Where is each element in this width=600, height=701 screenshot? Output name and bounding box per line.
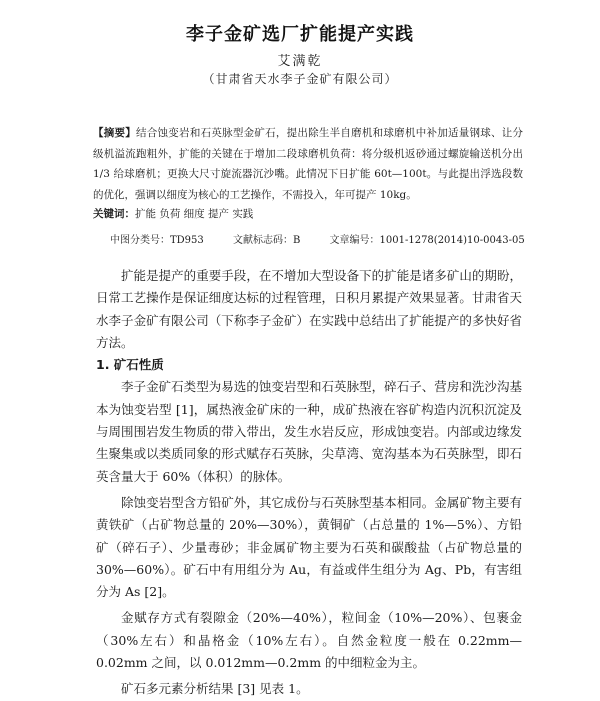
- intro-paragraph: 扩能是提产的重要手段，在不增加大型设备下的扩能是诸多矿山的期盼，日常工艺操作是保证细度达标的过程管理，日积月累提产效果显著。甘肃省天水李子金矿有限公司（下称李子金矿）在实践中总结出了扩能提产的多快好省方法。: [96, 268, 522, 350]
- keywords-label: 关键词：: [93, 208, 135, 220]
- abstract: [93, 123, 523, 205]
- author-name: 艾满乾: [277, 54, 323, 69]
- clc-number: 中图分类号：TD953: [110, 235, 204, 246]
- abstract-label: 【摘要】: [93, 127, 137, 139]
- keywords-text: 扩能 负荷 细度 提产 实践: [135, 208, 254, 220]
- paragraph-gold-occurrence: 金赋存方式有裂隙金（20%—40%），粒间金（10%—20%）、包裹金（30%左右）和晶格金（10%左右）。自然金粒度一般在 0.22mm—0.02mm 之间，以 0.012mm—0.2mm 的中细粒金为主。: [96, 610, 522, 671]
- affiliation: （甘肃省天水李子金矿有限公司）: [202, 72, 398, 86]
- article-number: 文章编号：1001-1278(2014)10-0043-05: [329, 235, 525, 246]
- section-heading: 1. 矿石性质: [96, 357, 164, 373]
- paragraph-minerals: 除蚀变岩型含方铅矿外，其它成份与石英脉型基本相同。金属矿物主要有黄铁矿（占矿物总量的 20%—30%），黄铜矿（占总量的 1%—5%）、方铅矿（碎石子）、少量毒砂；非金属矿物主要为石英和碳酸盐（占矿物总量的 30%—60%）。矿石中有用组分为 Au，有益或伴生组分为 Ag、Pb，有害组分为 As [2]。: [96, 494, 522, 600]
- paragraph-analysis: 矿石多元素分析结果 [3] 见表 1。: [121, 681, 309, 697]
- document-code: 文献标志码：B: [232, 235, 301, 246]
- paper-title: 李子金矿选厂扩能提产实践: [186, 24, 414, 45]
- classification-line: [110, 233, 550, 249]
- body-text: [96, 265, 522, 701]
- abstract-text: 结合蚀变岩和石英脉型金矿石，提出除生半自磨机和球磨机中补加适量钢球、让分级机溢流跑粗外，扩能的关键在于增加二段球磨机负荷：将分级机返砂通过螺旋输送机分出 1/3 给球磨机；更换大尺寸旋流器沉沙嘴。此情况下日扩能 60t—100t。与此提出浮选段数的优化，强调以细度为核心的工艺操作，不需投入，年可提产 10kg。: [93, 127, 524, 201]
- keywords: [93, 206, 523, 222]
- paragraph-ore-type: 李子金矿石类型为易选的蚀变岩型和石英脉型，碎石子、营房和洗沙沟基本为蚀变岩型 [1]，属热液金矿床的一种，成矿热液在容矿构造内沉积沉淀及与周围围岩发生物质的带入带出，发生水岩反应，形成蚀变岩。内部或边缘发生聚集或以类质同象的形式赋存石英脉，尖草湾、宽沟基本为石英脉型，即石英含量大于 60%（体积）的脉体。: [96, 379, 522, 484]
